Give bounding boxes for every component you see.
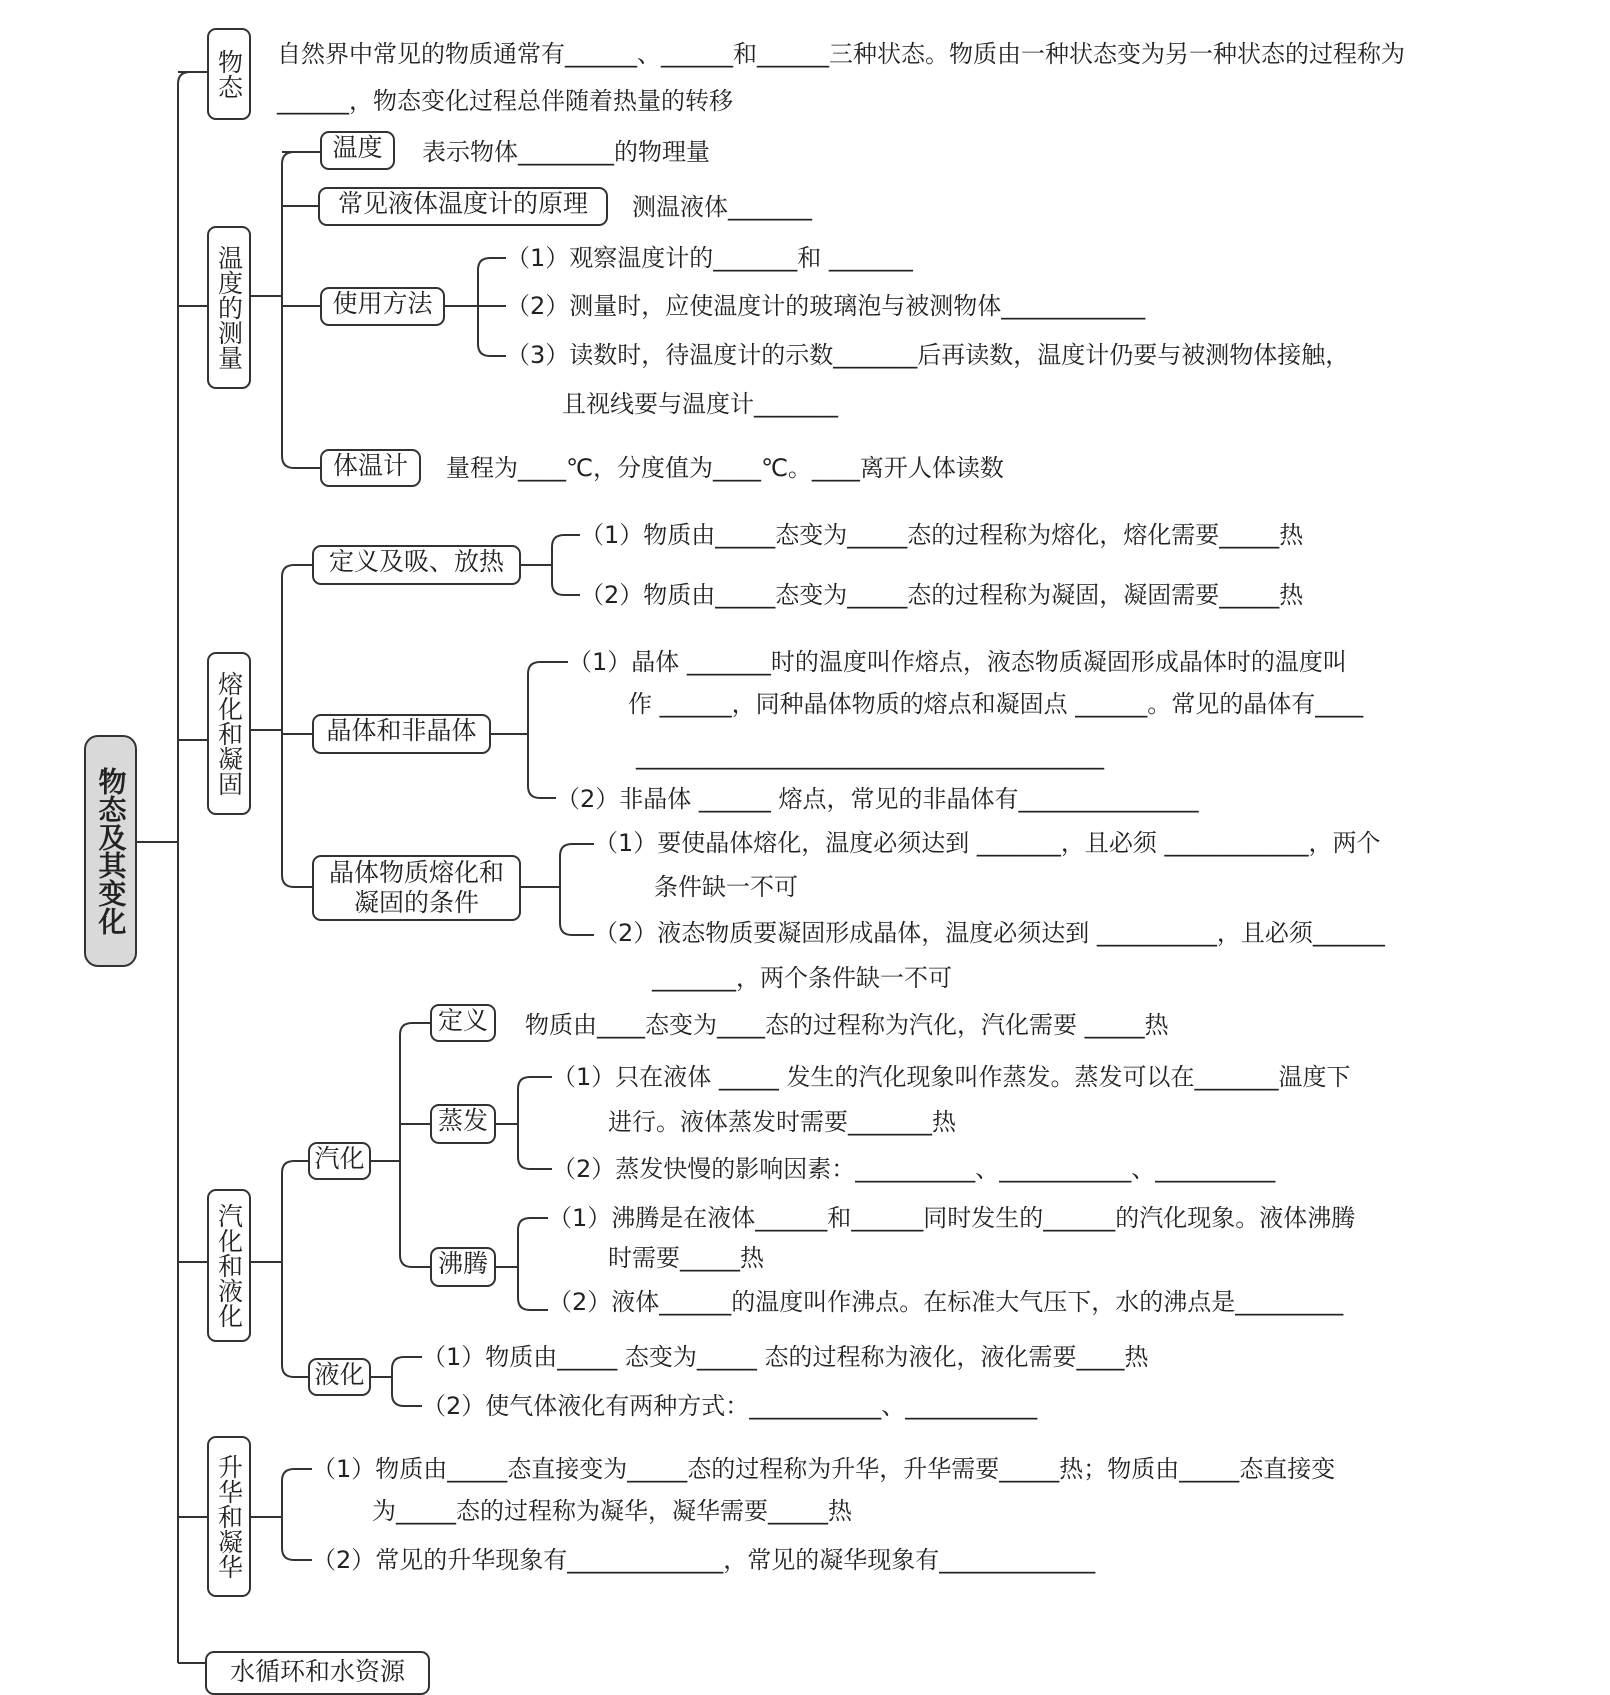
crystal-item-2: （2）非晶体 ______ 熔点，常见的非晶体有_______________ [556, 785, 1199, 813]
node-thermometer-principle-label: 常见液体温度计的原理 [337, 189, 588, 218]
node-wutai [207, 28, 251, 120]
crystal-item-1: （1）晶体 _______时的温度叫作熔点，液态物质凝固形成晶体时的温度叫 [568, 648, 1347, 676]
node-temperature-label: 温度 [332, 133, 383, 162]
node-evaporation-label: 蒸发 [437, 1106, 488, 1135]
node-clinical-thermometer-label: 体温计 [332, 451, 408, 480]
node-crystal [312, 714, 491, 754]
node-crystal-label: 晶体和非晶体 [326, 716, 477, 745]
temperature-text: 表示物体________的物理量 [422, 138, 710, 166]
cond-item-2-cont: _______，两个条件缺一不可 [652, 964, 952, 992]
node-liquefaction-label: 液化 [314, 1360, 365, 1389]
evap-item-2: （2）蒸发快慢的影响因素：__________、___________、__________ [552, 1155, 1276, 1183]
melt-def-item-2: （2）物质由_____态变为_____态的过程称为凝固，凝固需要_____热 [580, 581, 1304, 609]
vapor-def-text: 物质由____态变为____态的过程称为汽化，汽化需要 _____热 [525, 1011, 1169, 1039]
root-label: 物态及其变化 [94, 767, 128, 935]
wutai-text: 自然界中常见的物质通常有______、______和______三种状态。物质由一种状态变为另一种状态的过程称为______，物态变化过程总伴随着热量的转移 [277, 40, 1405, 115]
boil-item-2: （2）液体______的温度叫作沸点。在标准大气压下，水的沸点是_________ [548, 1288, 1344, 1316]
subl-item-1: （1）物质由_____态直接变为_____态的过程称为升华，升华需要_____热；物质由_____态直接变 [312, 1455, 1336, 1483]
node-evaporation [430, 1104, 496, 1144]
crystal-item-1-blank: _______________________________________ [636, 742, 1104, 770]
node-vapor-definition-label: 定义 [437, 1006, 488, 1035]
node-water-cycle-label: 水循环和水资源 [229, 1657, 405, 1686]
cond-item-1: （1）要使晶体熔化，温度必须达到 _______，且必须 ____________，两个 [594, 829, 1381, 857]
liq-item-2: （2）使气体液化有两种方式：___________、___________ [422, 1392, 1038, 1420]
node-vapor-definition [430, 1004, 496, 1042]
node-usage [320, 287, 445, 326]
node-usage-label: 使用方法 [332, 289, 433, 318]
subl-item-1-cont: 为_____态的过程称为凝华，凝华需要_____热 [372, 1497, 852, 1525]
node-wutai-label: 物态 [214, 49, 244, 99]
node-vaporization [308, 1142, 371, 1180]
crystal-item-1-cont: 作 ______，同种晶体物质的熔点和凝固点 ______。常见的晶体有____ [628, 690, 1364, 718]
usage-item-3: （3）读数时，待温度计的示数_______后再读数，温度计仍要与被测物体接触， [506, 341, 1350, 369]
boil-item-1-cont: 时需要_____热 [608, 1244, 764, 1272]
usage-item-2: （2）测量时，应使温度计的玻璃泡与被测物体____________ [506, 292, 1146, 320]
node-melting-label: 熔化和凝固 [214, 671, 244, 796]
node-sublimation-label: 升华和凝华 [214, 1454, 244, 1579]
node-vaporization-label: 汽化 [314, 1144, 365, 1173]
clinical-thermometer-text: 量程为____℃，分度值为____℃。____离开人体读数 [446, 454, 1004, 482]
node-clinical-thermometer [320, 449, 421, 487]
melt-def-item-1: （1）物质由_____态变为_____态的过程称为熔化，熔化需要_____热 [580, 521, 1304, 549]
node-measure-label: 温度的测量 [214, 245, 244, 370]
cond-item-1-cont: 条件缺一不可 [654, 873, 798, 901]
evap-item-1: （1）只在液体 _____ 发生的汽化现象叫作蒸发。蒸发可以在_______温度下 [552, 1063, 1351, 1091]
node-melt-definition-label: 定义及吸、放热 [328, 547, 504, 576]
node-boiling-label: 沸腾 [437, 1249, 488, 1278]
node-melting [207, 652, 251, 815]
subl-item-2: （2）常见的升华现象有_____________，常见的凝华现象有_____________ [312, 1546, 1096, 1574]
node-sublimation [207, 1436, 251, 1597]
node-vaporization-liquefaction-label: 汽化和液化 [214, 1203, 244, 1328]
node-melt-definition [312, 545, 521, 585]
boil-item-1: （1）沸腾是在液体______和______同时发生的______的汽化现象。液体沸腾 [548, 1204, 1356, 1232]
node-thermometer-principle [318, 187, 608, 226]
usage-item-3-cont: 且视线要与温度计_______ [562, 390, 838, 418]
evap-item-1-cont: 进行。液体蒸发时需要_______热 [608, 1108, 956, 1136]
principle-text: 测温液体_______ [632, 193, 812, 221]
cond-item-2: （2）液态物质要凝固形成晶体，温度必须达到 __________，且必须______ [594, 919, 1385, 947]
root-node [84, 735, 137, 967]
node-liquefaction [308, 1358, 371, 1396]
node-measure [207, 226, 251, 389]
node-water-cycle [205, 1651, 430, 1695]
node-vaporization-liquefaction [207, 1189, 251, 1342]
node-melt-conditions-line-2: 凝固的条件 [353, 888, 479, 917]
node-melt-conditions [312, 855, 521, 921]
node-temperature [320, 131, 395, 170]
usage-item-1: （1）观察温度计的_______和 _______ [506, 244, 913, 272]
liq-item-1: （1）物质由_____ 态变为_____ 态的过程称为液化，液化需要____热 [422, 1343, 1149, 1371]
node-boiling [430, 1247, 496, 1287]
node-melt-conditions-line-1: 晶体物质熔化和 [328, 858, 504, 887]
